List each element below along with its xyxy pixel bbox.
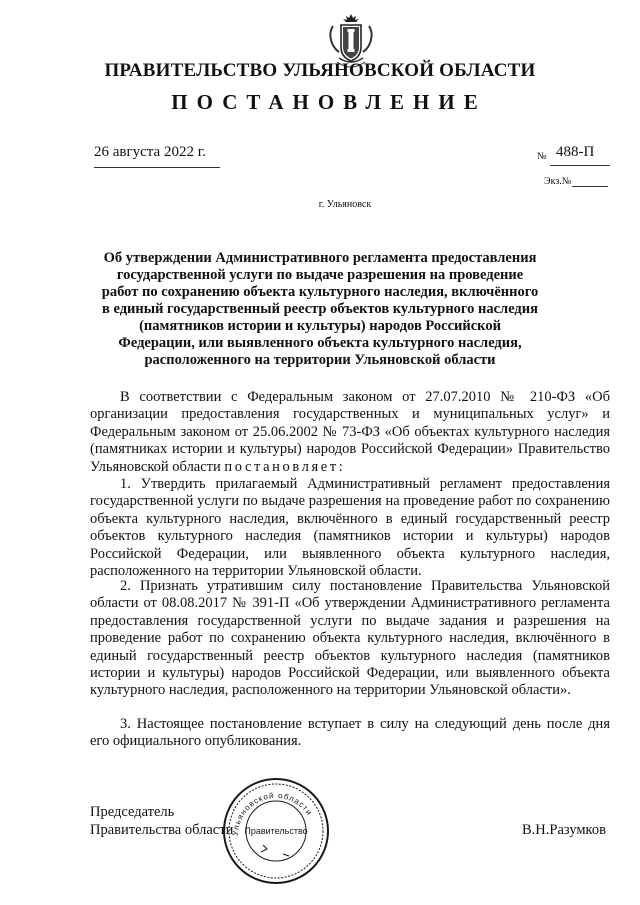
copy-number-label: Экз.№ (544, 176, 572, 187)
document-subject: Об утверждении Административного регламента предоставления государственной услуги по выдаче разрешения на проведение работ по сохранению объекта культурного наследия, включённого в единый государственный реестр объектов культурного наследия (памятников истории и культуры) народов Российской Федерации, или выявленного объекта культурного наследия, расположенного на территории Ульяновской области (101, 250, 539, 368)
paragraph-1 (90, 476, 610, 580)
seal-ring-text: Ульяновской области (230, 790, 315, 837)
government-title: ПРАВИТЕЛЬСТВО УЛЬЯНОВСКОЙ ОБЛАСТИ (104, 60, 536, 81)
paragraph-2-text: 2. Признать утратившим силу постановление Правительства Ульяновской области от 08.08.2017 № 391-П «Об утверждении Административного регламента предоставления государственной услуги по выдаче задания и разрешения на проведение работ по сохранению объекта культурного наследия, включённого в единый государственный реестр объектов культурного наследия (памятников истории и культуры) народов Российской Федерации, или выявленного объекта культурного наследия, расположенного на территории Ульяновской области». (90, 578, 610, 699)
paragraph-3-text: 3. Настоящее постановление вступает в силу на следующий день после дня его официального опубликования. (90, 716, 610, 750)
date-underline (94, 167, 220, 168)
paragraph-1-text: 1. Утвердить прилагаемый Административный регламент предоставления государственной услуги по выдаче разрешения на проведение работ по сохранению объекта культурного наследия, включённого в единый государственный реестр объектов культурного наследия (памятников истории и культуры) народов Российской Федерации, или выявленного объекта культурного наследия, расположенного на территории Ульяновской области. (90, 476, 610, 580)
document-type: ПОСТАНОВЛЕНИЕ (171, 90, 487, 114)
intro-paragraph (90, 389, 610, 476)
document-number: 488-П (556, 144, 595, 160)
number-underline (550, 165, 610, 166)
number-prefix: № (537, 151, 547, 162)
seal-center-text: Правительство (244, 826, 308, 836)
copy-number-line (572, 186, 608, 187)
signatory-position-line2: Правительства области (90, 822, 234, 838)
document-city: г. Ульяновск (318, 199, 372, 210)
signatory-position-line1: Председатель (90, 804, 175, 820)
paragraph-2 (90, 578, 610, 700)
document-date: 26 августа 2022 г. (94, 144, 206, 160)
signatory-name: В.Н.Разумков (522, 822, 606, 838)
intro-text: В соответствии с Федеральным законом от 27.07.2010 № 210-ФЗ «Об организации предоставления государственных и муниципальных услуг» и Федеральным законом от 25.06.2002 № 73-ФЗ «Об объектах культурного наследия (памятниках истории и культуры) народов Российской Федерации» Правительство Ульяновской области (90, 389, 610, 475)
paragraph-3 (90, 716, 610, 751)
resolves-word: постановляет: (224, 458, 346, 475)
official-seal-stamp (221, 776, 331, 886)
